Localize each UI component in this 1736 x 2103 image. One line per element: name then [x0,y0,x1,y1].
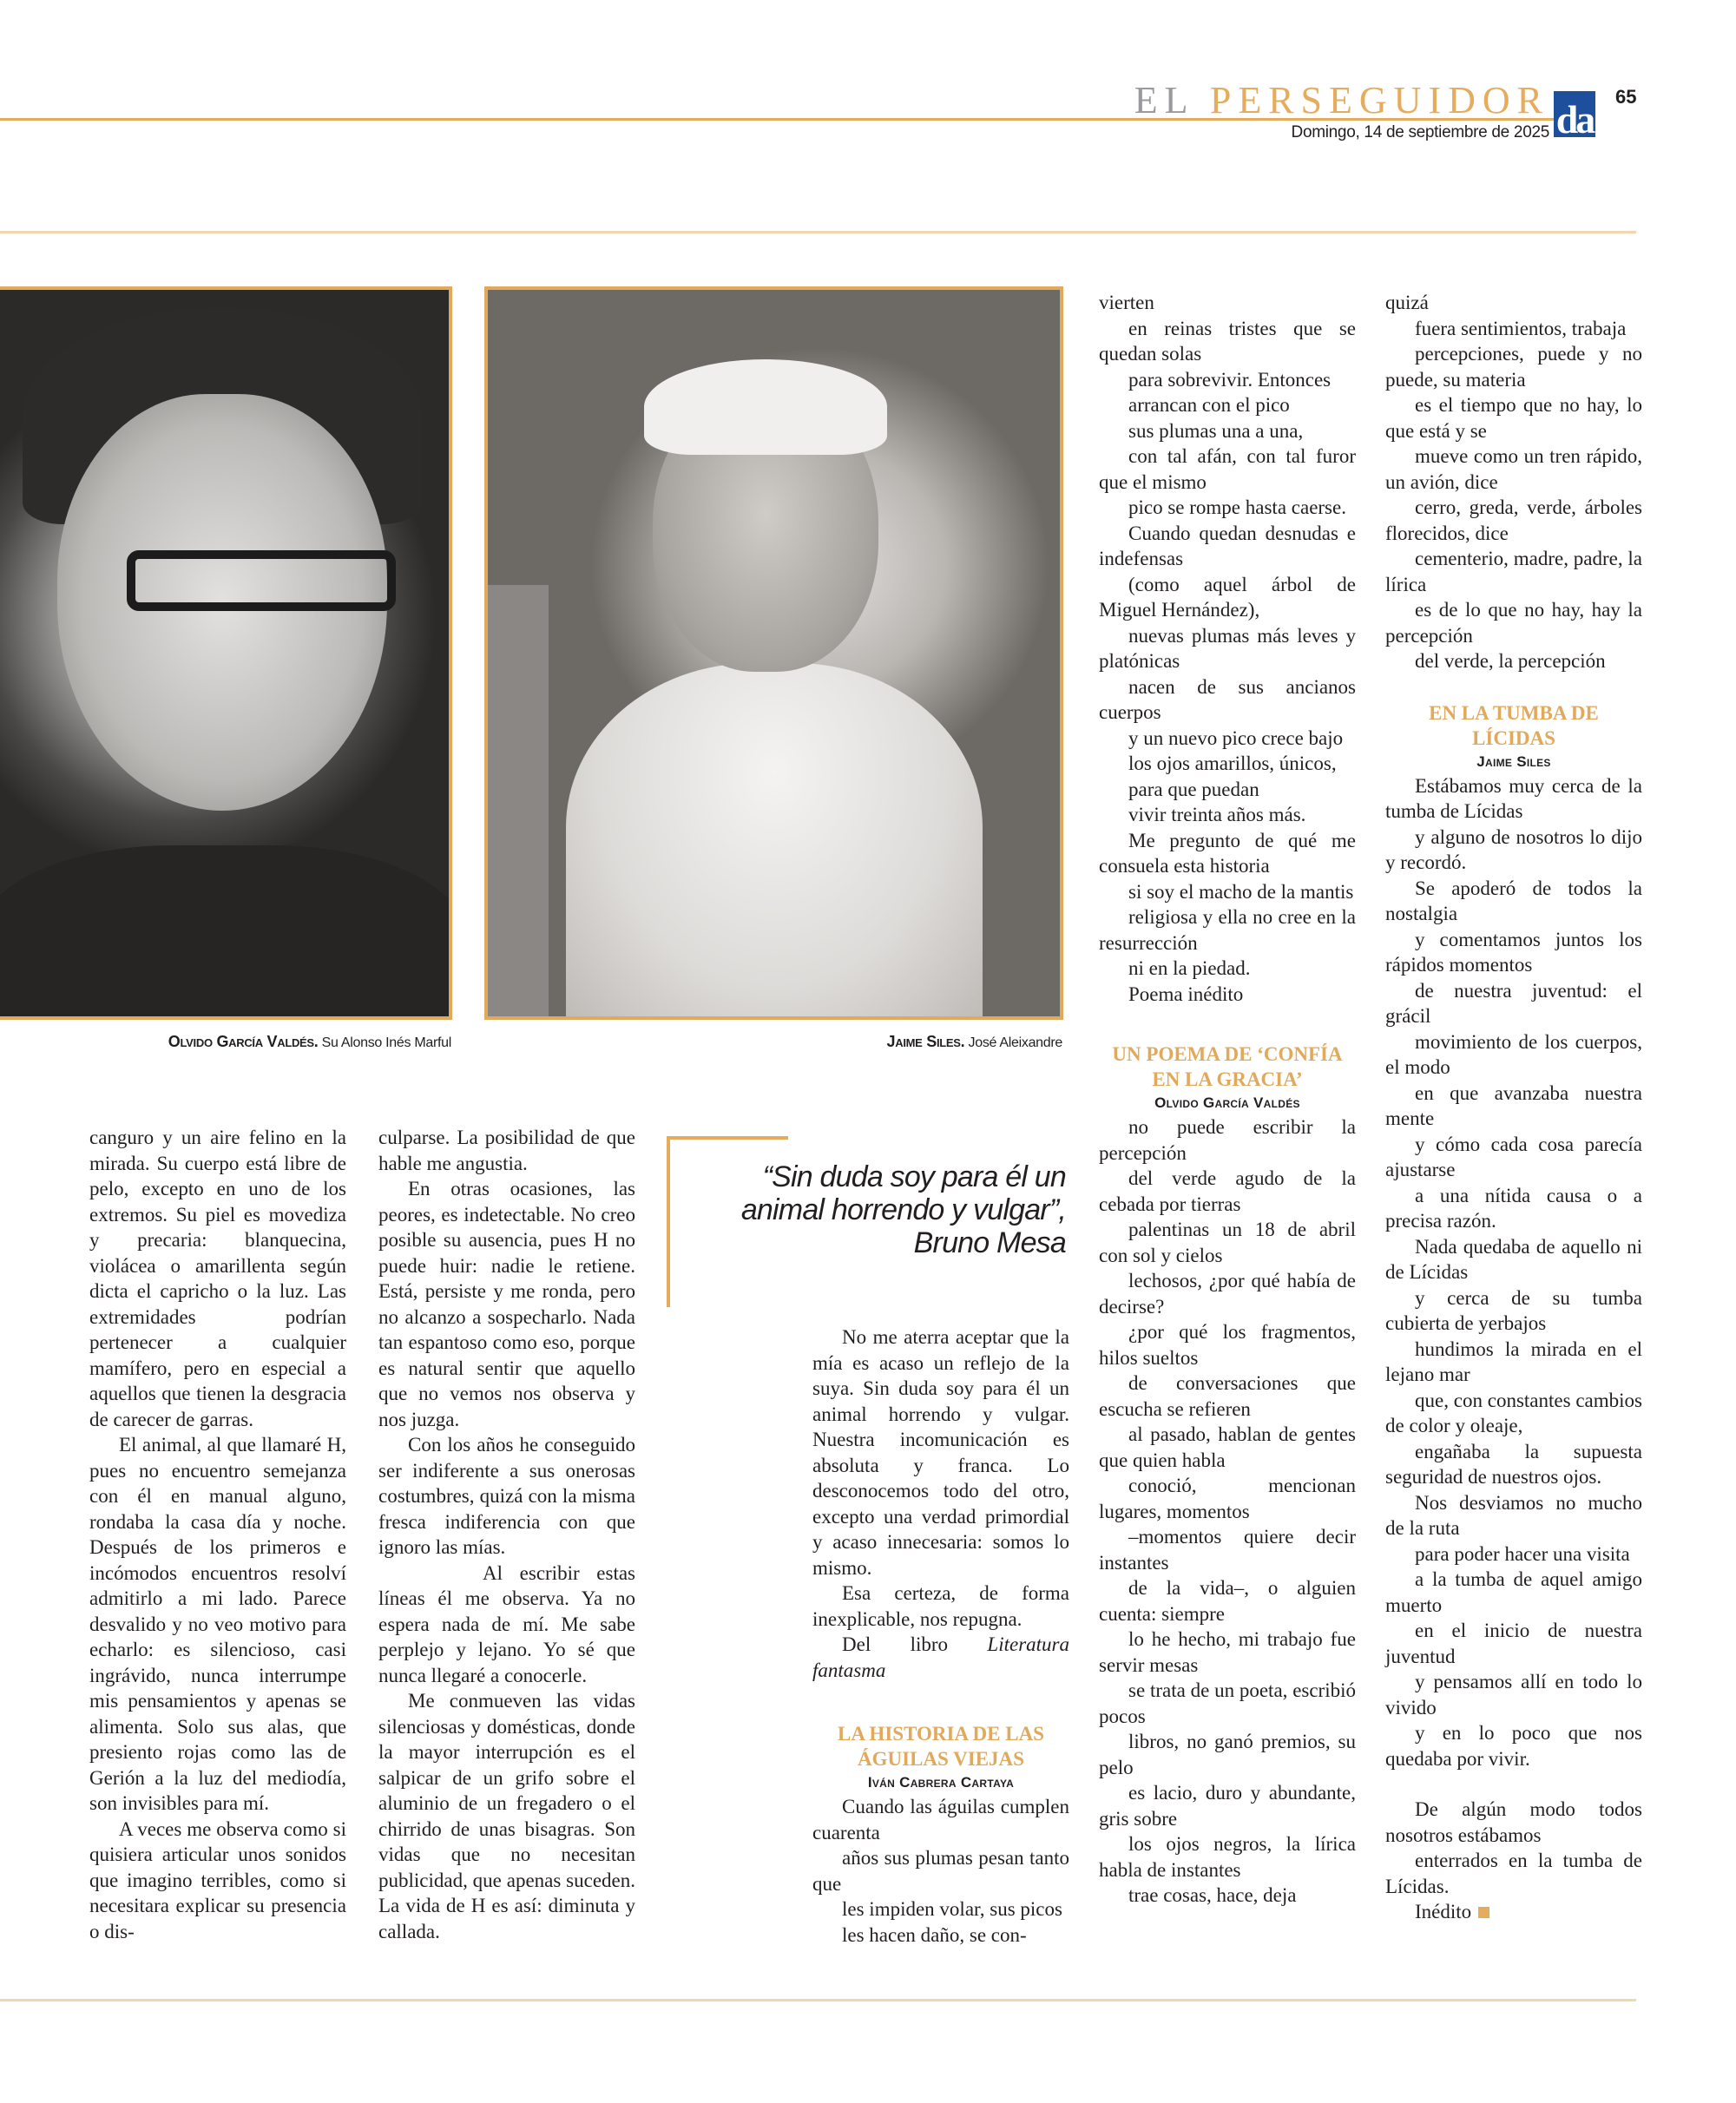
poem-line: los ojos amarillos, únicos, [1128,752,1337,774]
pull-quote-body: “Sin duda soy para él un animal horrendo y vulgar”, [740,1160,1066,1226]
poem-line: si soy el macho de la mantis [1128,880,1354,903]
poem-line: conoció, mencionan lugares, momentos [1099,1475,1356,1522]
section-title-name: PERSEGUIDOR [1209,79,1549,122]
photo-caption-jaime [887,1033,1062,1051]
caption-name: Jaime Siles. [886,1033,965,1050]
book-source [812,1632,1069,1683]
poem-author-aguilas: Iván Cabrera Cartaya [867,1774,1015,1791]
photo-shoulder [0,845,452,1020]
paragraph: No me aterra aceptar que la mía es acaso un reflejo de la suya. Sin duda soy para él un animal horrendo y vulgar. Nuestra incomunicación es absoluta y franca. Lo desconocemos todo del otro, excepto una verdad primordial y acaso innecesaria: somos lo mismo. [812,1326,1069,1579]
poem-title-aguilas: LA HISTORIA DE LAS ÁGUILAS VIEJAS [838,1723,1044,1770]
prose-column-1 [89,1125,346,1944]
page-number: 65 [1615,86,1637,108]
poem-line: Estábamos muy cerca de la tumba de Lícidas [1385,774,1642,822]
poem-line: a la tumba de aquel amigo muerto [1385,1568,1642,1616]
poem-footer-text: Inédito [1415,1901,1472,1922]
poem-line: engañaba la supuesta seguridad de nuestros ojos. [1385,1440,1642,1488]
photo-hair [644,359,887,455]
poem-line: pico se rompe hasta caerse. [1128,496,1346,518]
poem-line: en reinas tristes que se quedan solas [1099,317,1356,365]
poem-title-confia: UN POEMA DE ‘CONFÍA EN LA GRACIA’ [1112,1043,1343,1090]
poem-line: quizá [1385,292,1429,313]
source-title: Literatura fantasma [812,1633,1069,1681]
poem-line: ni en la piedad. [1128,957,1251,979]
paragraph: A veces me observa como si quisiera articular unos sonidos que imagino terribles, como si necesitara explicar su presencia o dis- [89,1817,346,1942]
poem-line: que, con constantes cambios de color y oleaje, [1385,1389,1642,1436]
poem-line: cerro, greda, verde, árboles florecidos, dice [1385,496,1642,544]
poem-line: para que puedan [1128,778,1259,800]
paragraph: En otras ocasiones, las peores, es indetectable. No creo posible su ausencia, pues H no puede huir: nadie le retiene. Está, persiste y me ronda, pero no alcanzo a sospecharlo. Nada tan espantoso como eso, porque es natural sentir que aquello que no vemos nos observa y nos juzga. [378,1178,635,1430]
poem-line: y cómo cada cosa parecía ajustarse [1385,1133,1642,1180]
pull-quote-text [701,1160,1066,1259]
poem-line: cementerio, madre, padre, la lírica [1385,548,1642,595]
poem-line: de nuestra juventud: el grácil [1385,979,1642,1027]
poem-line: fuera sentimientos, trabaja [1415,317,1627,339]
poem-line: de la vida–, o alguien cuenta: siempre [1099,1577,1356,1625]
poem-line: hundimos la mirada en el lejano mar [1385,1337,1642,1385]
poem-source: Poema inédito [1128,982,1244,1005]
poem-line: para sobrevivir. Entonces [1128,368,1332,391]
pull-quote [667,1136,1066,1307]
poem-line: del verde, la percepción [1415,650,1606,672]
poem-line: a una nítida causa o a precisa razón. [1385,1184,1642,1232]
poem-line: les impiden volar, sus picos [842,1898,1062,1920]
paragraph: Con los años he conseguido ser indiferente a sus onerosas costumbres, quizá con la misma fresca indiferencia con que ignoro las mías. [378,1434,635,1558]
poem-line: les hacen daño, se con- [842,1923,1027,1946]
poem-line: para poder hacer una visita [1415,1542,1630,1565]
photo-chair [488,585,549,1019]
photo-jaime-siles [484,286,1063,1020]
poem-line: no puede escribir la percepción [1099,1116,1356,1164]
poem-line: y pensamos allí en todo lo vivido [1385,1671,1642,1719]
caption-credit: Su Alonso Inés Marful [321,1035,451,1050]
poem-line: es de lo que no hay, hay la percepción [1385,599,1642,647]
poem-line: Cuando las águilas cumplen cuarenta [812,1796,1069,1843]
photo-caption-olvido [168,1033,451,1051]
bottom-divider [0,1999,1636,2001]
poem-line: De algún modo todos nosotros estábamos [1385,1798,1642,1846]
poem-line: ¿por qué los fragmentos, hilos sueltos [1099,1321,1356,1369]
paragraph: canguro y un aire felino en la mirada. Su cuerpo está libre de pelo, excepto en uno de los extremos. Su piel es movediza y precaria: blanquecina, violácea o amarillenta según dicta el capricho o la luz. Las extremidades podrían pertenecer a cualquier mamífero, pero en especial a aquellos que tienen la desgracia de carecer de garras. [89,1127,346,1430]
paragraph: Al escribir estas líneas él me observa. Ya no espera nada de mí. Me sabe perplejo y lejano. Yo sé que nunca llegaré a conocerle. [378,1561,635,1686]
photo-olvido-garcia-valdes [0,286,452,1020]
poem-line: religiosa y ella no cree en la resurrección [1099,906,1356,954]
poem-line: lechosos, ¿por qué había de decirse? [1099,1270,1356,1318]
poem-line: de conversaciones que escucha se refieren [1099,1372,1356,1420]
newspaper-logo: da [1554,91,1595,137]
poem-column-4 [1099,290,1356,1909]
poem-author-confia: Olvido García Valdés [1154,1094,1300,1111]
poem-line: y alguno de nosotros lo dijo y recordó. [1385,825,1642,873]
poem-line: Me pregunto de qué me consuela esta historia [1099,829,1356,877]
caption-credit: José Aleixandre [968,1035,1062,1050]
poem-title-licidas: EN LA TUMBA DE LÍCIDAS [1429,701,1599,749]
poem-line: mueve como un tren rápido, un avión, dice [1385,445,1642,493]
source-prefix: Del libro [842,1633,949,1655]
poem-line: percepciones, puede y no puede, su materia [1385,343,1642,391]
poem-line: Se apoderó de todos la nostalgia [1385,877,1642,924]
poem-line: es el tiempo que no hay, lo que está y se [1385,394,1642,442]
poem-line: vivir treinta años más. [1128,804,1306,825]
poem-line: –momentos quiere decir instantes [1099,1526,1356,1574]
poem-line: libros, no ganó premios, su pelo [1099,1731,1356,1778]
poem-line: (como aquel árbol de Miguel Hernández), [1099,573,1356,621]
poem-line: y cerca de su tumba cubierta de yerbajos [1385,1286,1642,1334]
poem-author-licidas: Jaime Siles [1476,752,1551,770]
poem-line: Nos desviamos no mucho de la ruta [1385,1491,1642,1539]
poem-line: palentinas un 18 de abril con sol y cielos [1099,1219,1356,1266]
section-title [1134,79,1549,122]
poem-line: años sus plumas pesan tanto que [812,1847,1069,1895]
poem-line: sus plumas una a una, [1128,419,1304,442]
poem-line: lo he hecho, mi trabajo fue servir mesas [1099,1628,1356,1676]
paragraph: culparse. La posibilidad de que hable me angustia. [378,1127,635,1174]
poem-line: Cuando quedan desnudas e indefensas [1099,522,1356,569]
poem-line: los ojos negros, la lírica habla de instantes [1099,1833,1356,1881]
photo-shirt [566,663,983,1020]
poem-line: al pasado, hablan de gentes que quien habla [1099,1423,1356,1471]
poem-line: nacen de sus ancianos cuerpos [1099,675,1356,723]
paragraph: Esa certeza, de forma inexplicable, nos repugna. [812,1582,1069,1630]
end-of-article-square-icon [1478,1907,1489,1918]
photo-glasses [127,550,396,611]
issue-date: Domingo, 14 de septiembre de 2025 [1291,123,1549,141]
caption-name: Olvido García Valdés. [168,1033,319,1050]
poem-line: con tal afán, con tal furor que el mismo [1099,445,1356,493]
prose-column-2 [378,1125,635,1944]
poem-line: es lacio, duro y abundante, gris sobre [1099,1782,1356,1830]
paragraph: Me conmueven las vidas silenciosas y domésticas, donde la mayor interrupción es el salpicar de un grifo sobre el aluminio de un fregadero o el chirrido de unas bisagras. Son vidas que no necesitan publicidad, que apenas suceden. La vida de H es así: diminuta y callada. [378,1690,635,1942]
poem-line: en que avanzaba nuestra mente [1385,1081,1642,1129]
poem-line: y un nuevo pico crece bajo [1128,726,1344,749]
poem-line: movimiento de los cuerpos, el modo [1385,1030,1642,1078]
poem-line: arrancan con el pico [1128,394,1290,416]
poem-line: trae cosas, hace, deja [1128,1884,1297,1906]
poem-line: Nada quedaba de aquello ni de Lícidas [1385,1235,1642,1283]
poem-line: y comentamos juntos los rápidos momentos [1385,928,1642,976]
prose-column-3 [812,1324,1069,1948]
poem-column-5 [1385,290,1642,1925]
poem-line: se trata de un poeta, escribió pocos [1099,1679,1356,1727]
poem-line: vierten [1099,292,1154,313]
poem-line: del verde agudo de la cebada por tierras [1099,1167,1356,1215]
paragraph: El animal, al que llamaré H, pues no encuentro semejanza con él en manual alguno, rondaba la casa día y noche. Después de los primeros e incómodos encuentros resolví admitirlo a mi lado. Parece desvalido y no veo motivo para echarlo: es silencioso, casi ingrávido, nunca interrumpe mis pensamientos y apenas se alimenta. Solo sus alas, que presiento rojas como las de Gerión a la luz del mediodía, son invisibles para mí. [89,1434,346,1814]
poem-aguilas-part-1 [812,1794,1069,1948]
poem-line: en el inicio de nuestra juventud [1385,1620,1642,1667]
poem-footer [1385,1899,1642,1925]
poem-line: nuevas plumas más leves y platónicas [1099,624,1356,672]
poem-line: enterrados en la tumba de Lícidas. [1385,1850,1642,1897]
section-title-el: EL [1134,79,1194,122]
pull-quote-author: Bruno Mesa [913,1226,1066,1259]
poem-line: y en lo poco que nos quedaba por vivir. [1385,1722,1642,1770]
top-divider [0,231,1636,233]
